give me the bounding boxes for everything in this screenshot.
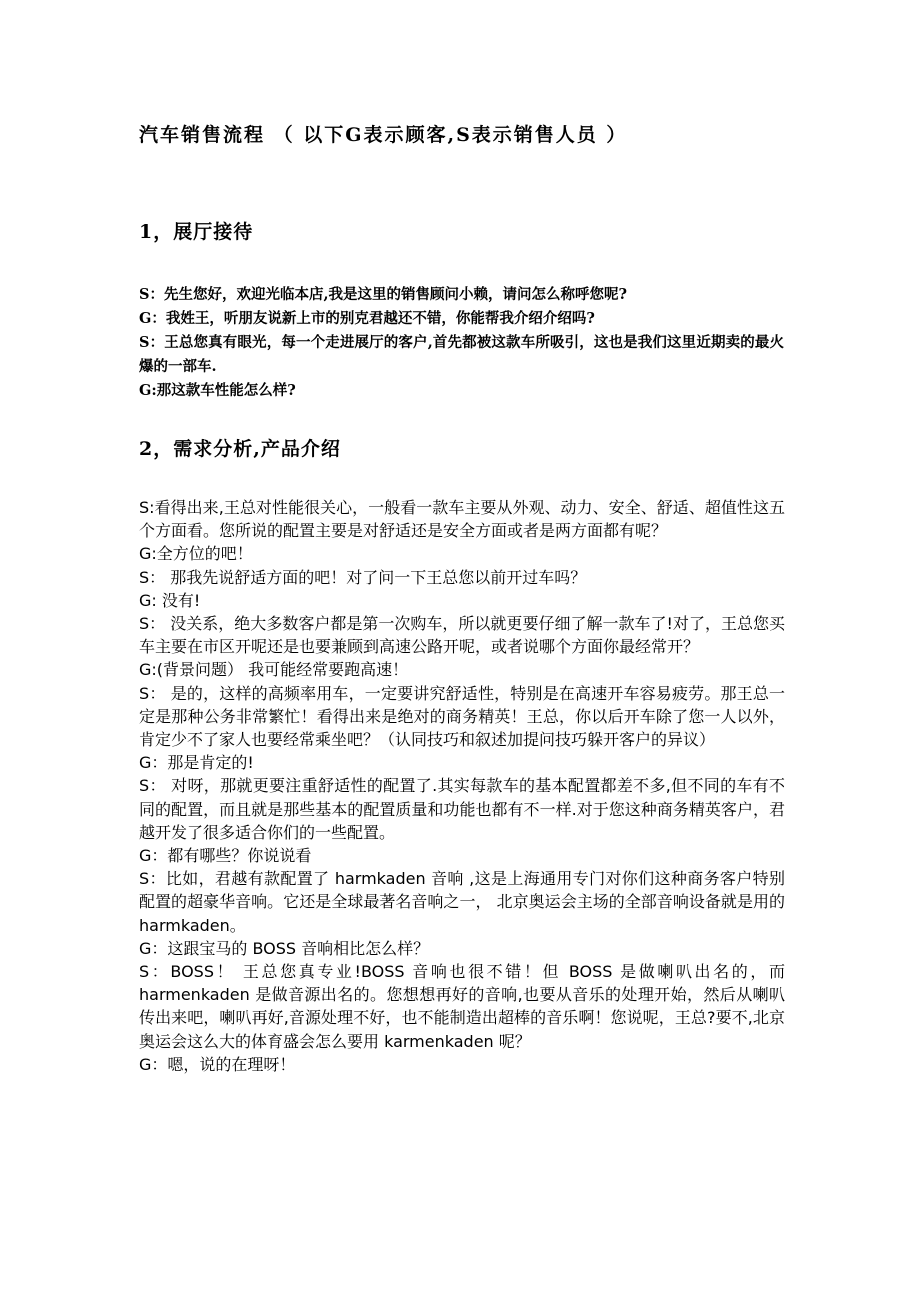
section-heading-needs-analysis: 2，需求分析,产品介绍 (139, 438, 341, 460)
dialogue-line: S：先生您好，欢迎光临本店,我是这里的销售顾问小赖，请问怎么称呼您呢? (139, 286, 628, 303)
dialogue-line: G:全方位的吧！ (139, 544, 253, 564)
dialogue-line: S： 对呀，那就更要注重舒适性的配置了.其实每款车的基本配置都差不多,但不同的车有不同的配置，而且就是那些基本的配置质量和功能也都有不一样.对于您这种商务精英客户，君越开发了很多适合你们的一些配置。 (139, 776, 785, 842)
dialogue-line: G:那这款车性能怎么样? (139, 382, 296, 399)
dialogue-line: S： 那我先说舒适方面的吧！对了问一下王总您以前开过车吗？ (139, 567, 587, 587)
dialogue-line: G：嗯，说的在理呀！ (139, 1054, 296, 1074)
dialogue-line: G：这跟宝马的 BOSS 音响相比怎么样？ (139, 938, 430, 958)
dialogue-line: G：那是肯定的! (139, 753, 254, 773)
dialogue-line: G:(背景问题） 我可能经常要跑高速！ (139, 660, 409, 680)
section-reception-dialogue (139, 283, 784, 403)
dialogue-line: S：BOSS！ 王总您真专业!BOSS 音响也很不错！但 BOSS 是做喇叭出名的，而 harmenkaden 是做音源出名的。您想想再好的音响,也要从音乐的处理开始，然后从喇叭传出来吧，喇叭再好,音源处理不好，也不能制造出超棒的音乐啊！您说呢，王总?要不,北京奥运会这么大的体育盛会怎么要用 karmenkaden 呢？ (139, 962, 785, 1051)
section-heading-reception: 1，展厅接待 (139, 221, 254, 243)
dialogue-line: G：我姓王，听朋友说新上市的别克君越还不错，你能帮我介绍介绍吗? (139, 310, 595, 327)
dialogue-line: S： 是的，这样的高频率用车，一定要讲究舒适性，特别是在高速开车容易疲劳。那王总一定是那种公务非常繁忙！看得出来是绝对的商务精英！王总，你以后开车除了您一人以外，肯定少不了家人也要经常乘坐吧？（认同技巧和叙述加提问技巧躲开客户的异议） (139, 683, 785, 750)
document-title: 汽车销售流程 （ 以下G表示顾客,S表示销售人员 ） (139, 124, 628, 146)
dialogue-line: S： 没关系，绝大多数客户都是第一次购车，所以就更要仔细了解一款车了!对了，王总您买车主要在市区开呢还是也要兼顾到高速公路开呢，或者说哪个方面你最经常开？ (139, 614, 785, 657)
dialogue-line: G：都有哪些？你说说看 (139, 846, 312, 866)
dialogue-line: G: 没有! (139, 590, 201, 610)
dialogue-line: S:看得出来,王总对性能很关心，一般看一款车主要从外观、动力、安全、舒适、超值性这五个方面看。您所说的配置主要是对舒适还是安全方面或者是两方面都有呢？ (139, 498, 785, 541)
section-needs-analysis-dialogue (139, 496, 785, 1076)
dialogue-line: S：王总您真有眼光，每一个走进展厅的客户,首先都被这款车所吸引，这也是我们这里近期卖的最火爆的一部车. (139, 334, 784, 375)
dialogue-line: S：比如，君越有款配置了 harmkaden 音响 ,这是上海通用专门对你们这种商务客户特别配置的超豪华音响。它还是全球最著名音响之一， 北京奥运会主场的全部音响设备就是用的 harmkaden。 (139, 869, 785, 935)
